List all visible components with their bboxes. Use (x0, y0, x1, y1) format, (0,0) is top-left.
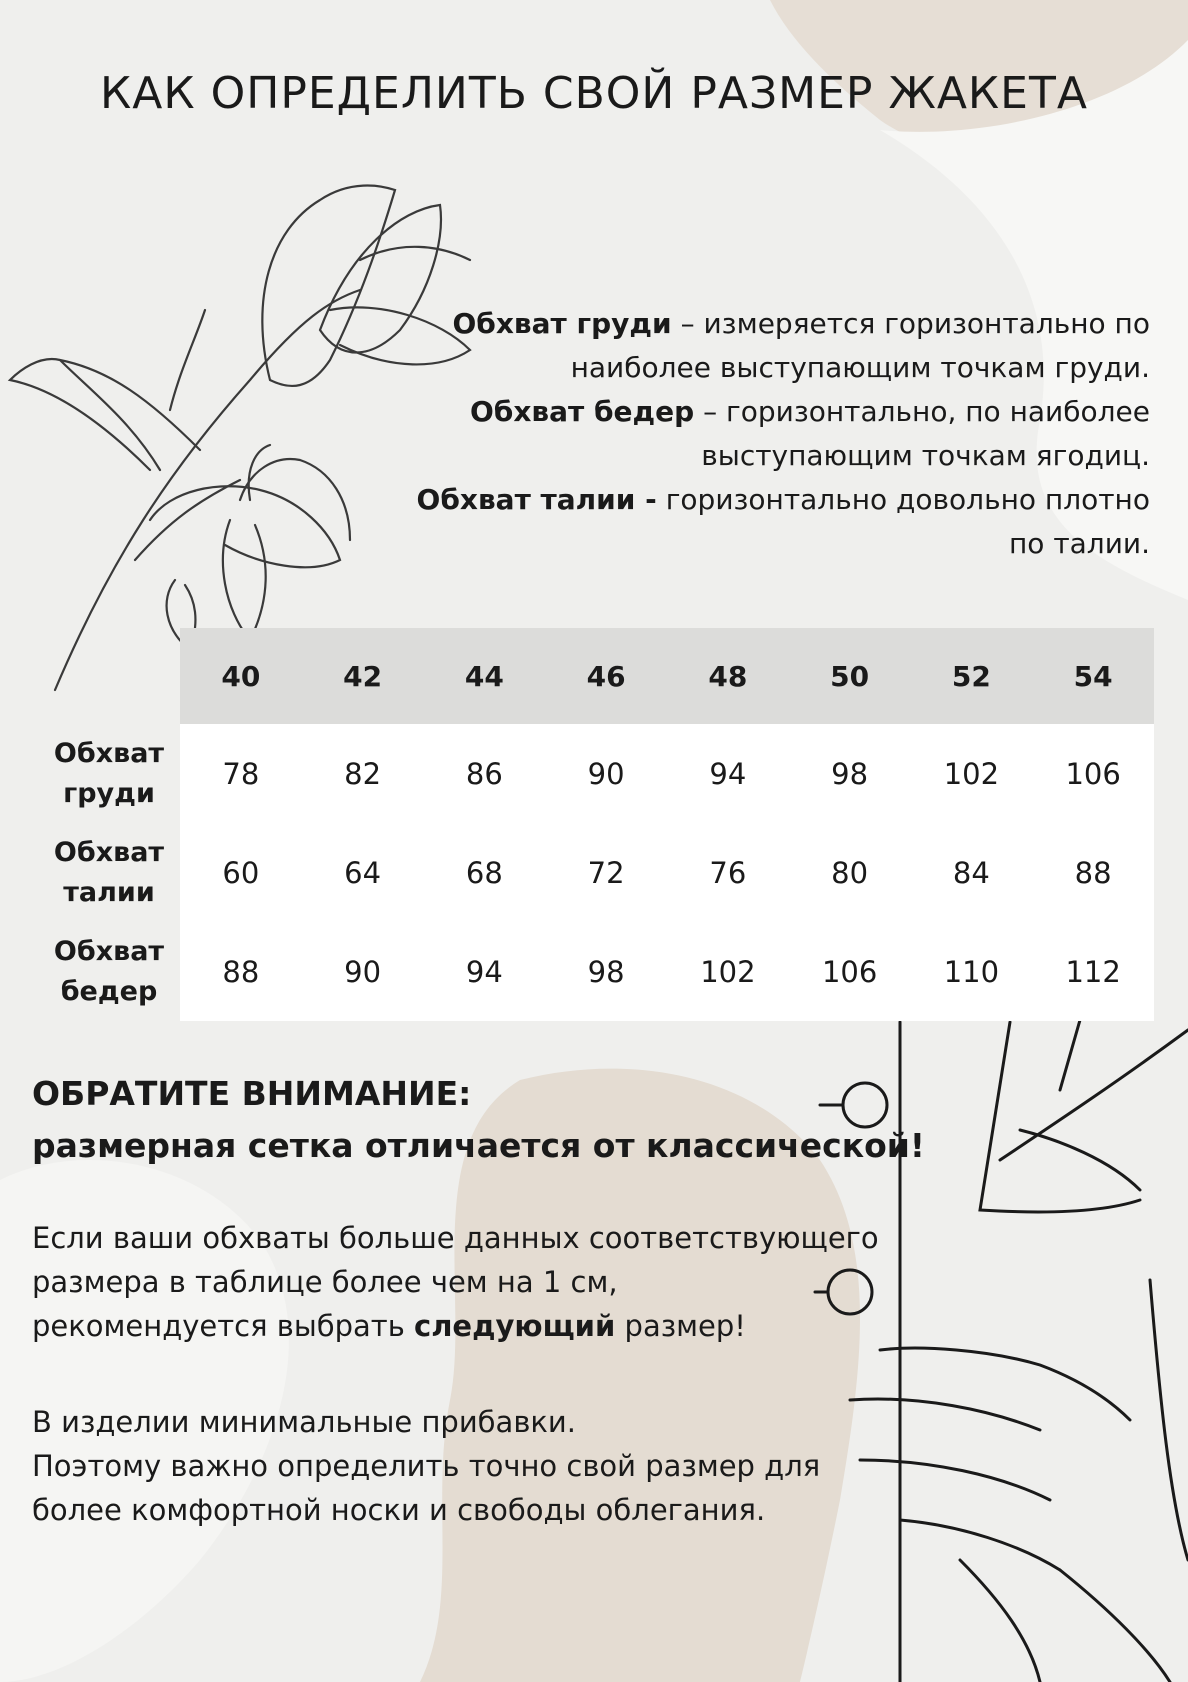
row-label: Обхват талии (53, 836, 165, 908)
definition-term: Обхват груди (452, 307, 672, 340)
table-cell: 64 (302, 823, 424, 922)
table-cell: 98 (789, 724, 911, 823)
table-corner (38, 628, 180, 724)
table-cell: 106 (789, 922, 911, 1021)
notice-block (32, 1068, 925, 1172)
definition-term: Обхват талии - (416, 483, 657, 516)
table-cell: 94 (424, 922, 546, 1021)
page-title: КАК ОПРЕДЕЛИТЬ СВОЙ РАЗМЕР ЖАКЕТА (100, 68, 1088, 119)
definition-separator (657, 483, 666, 516)
table-cell: 76 (667, 823, 789, 922)
table-cell: 110 (911, 922, 1033, 1021)
advice-line: рекомендуется выбрать следующий размер! (32, 1309, 746, 1343)
size-header: 54 (1032, 628, 1154, 724)
row-label: Обхват груди (53, 737, 165, 809)
table-cell: 86 (424, 724, 546, 823)
advice-line: размера в таблице более чем на 1 см, (32, 1265, 618, 1299)
table-cell: 90 (545, 724, 667, 823)
allowance-line: Поэтому важно определить точно свой размер для (32, 1449, 821, 1483)
size-header: 44 (424, 628, 546, 724)
table-cell: 82 (302, 724, 424, 823)
table-cell: 84 (911, 823, 1033, 922)
notice-heading: ОБРАТИТЕ ВНИМАНИЕ: (32, 1074, 472, 1113)
table-cell: 68 (424, 823, 546, 922)
measurement-definitions (390, 302, 1150, 566)
table-cell: 88 (180, 922, 302, 1021)
table-cell: 112 (1032, 922, 1154, 1021)
table-cell: 78 (180, 724, 302, 823)
definition-waist (390, 478, 1150, 566)
size-header: 52 (911, 628, 1033, 724)
table-cell: 60 (180, 823, 302, 922)
size-header: 50 (789, 628, 911, 724)
size-header: 40 (180, 628, 302, 724)
definition-separator: – (694, 395, 726, 428)
definition-text: горизонтально, по наиболее выступающим точкам ягодиц. (701, 395, 1150, 472)
allowance-line: В изделии минимальные прибавки. (32, 1405, 576, 1439)
definition-term: Обхват бедер (469, 395, 695, 428)
table-row-hips (38, 922, 1154, 1021)
definition-text: измеряется горизонтально по наиболее выступающим точкам груди. (570, 307, 1150, 384)
table-cell: 72 (545, 823, 667, 922)
table-row-chest (38, 724, 1154, 823)
row-label: Обхват бедер (53, 935, 165, 1007)
definition-hips (390, 390, 1150, 478)
definition-chest (390, 302, 1150, 390)
size-header-row (38, 628, 1154, 724)
table-cell: 88 (1032, 823, 1154, 922)
table-cell: 80 (789, 823, 911, 922)
advice-emphasis: следующий (414, 1309, 616, 1343)
table-cell: 102 (667, 922, 789, 1021)
advice-line: Если ваши обхваты больше данных соответствующего (32, 1221, 879, 1255)
definition-text: горизонтально довольно плотно по талии. (665, 483, 1150, 560)
allowance-note (32, 1400, 892, 1532)
size-header: 48 (667, 628, 789, 724)
size-header: 42 (302, 628, 424, 724)
table-cell: 98 (545, 922, 667, 1021)
table-cell: 106 (1032, 724, 1154, 823)
definition-separator: – (671, 307, 704, 340)
size-header: 46 (545, 628, 667, 724)
advice-block (32, 1216, 892, 1348)
allowance-line: более комфортной носки и свободы облегания. (32, 1493, 766, 1527)
table-row-waist (38, 823, 1154, 922)
table-cell: 94 (667, 724, 789, 823)
table-cell: 90 (302, 922, 424, 1021)
table-cell: 102 (911, 724, 1033, 823)
notice-subheading: размерная сетка отличается от классической! (32, 1126, 925, 1165)
size-table (38, 628, 1154, 1021)
